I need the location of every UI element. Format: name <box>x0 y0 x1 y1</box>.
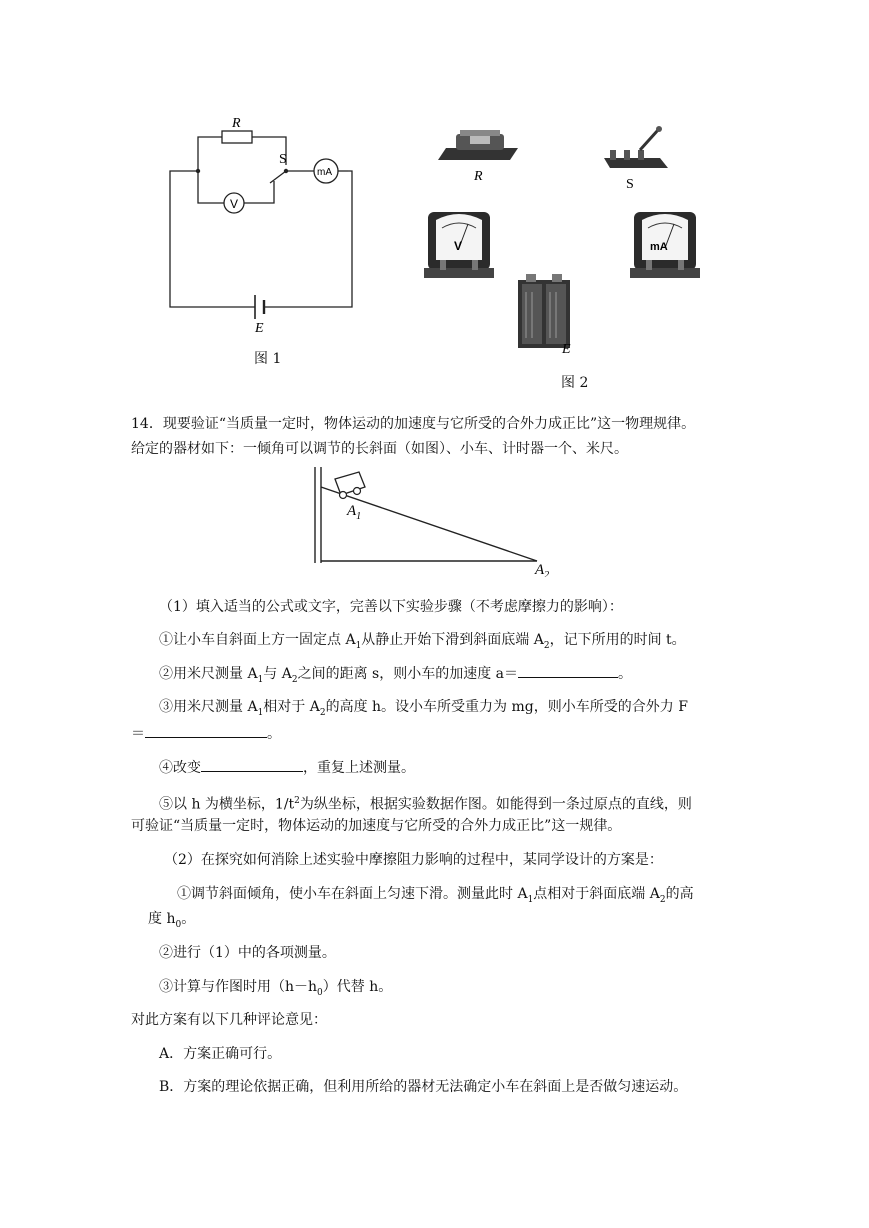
question-line-1: 14．现要验证“当质量一定时，物体运动的加速度与它所受的合外力成正比”这一物理规律。 <box>131 416 696 432</box>
figure2-apparatus <box>410 120 710 360</box>
incline-diagram <box>305 465 565 577</box>
step-3: ③用米尺测量 $A_1$相对于 $A_2$的高度 h。设小车所受重力为 mg，则小车所受的合外力 F <box>159 699 688 718</box>
figure1-circuit-diagram <box>160 105 370 340</box>
fig1-label-mA: mA <box>317 167 332 178</box>
option-b[interactable]: B．方案的理论依据正确，但利用所给的器材无法确定小车在斜面上是否做匀速运动。 <box>159 1079 688 1095</box>
comments-intro: 对此方案有以下几种评论意见： <box>131 1012 327 1028</box>
fig2-label-R: R <box>474 169 483 184</box>
plan-step-2: ②进行（1）中的各项测量。 <box>159 945 336 961</box>
option-a[interactable]: A．方案正确可行。 <box>159 1046 282 1062</box>
fig1-label-R: R <box>232 116 241 131</box>
fig2-label-S: S <box>626 177 634 192</box>
fig2-label-E: E <box>562 342 571 357</box>
plan-step-1: ①调节斜面倾角，使小车在斜面上匀速下滑。测量此时 $A_1$点相对于斜面底端 $A_2$的高 <box>177 886 694 905</box>
step-5-cont: 可验证“当质量一定时，物体运动的加速度与它所受的合外力成正比”这一规律。 <box>131 818 622 834</box>
acceleration-answer-blank[interactable] <box>518 663 618 678</box>
step-5: ⑤以 h 为横坐标，$1/t^2$为纵坐标，根据实验数据作图。如能得到一条过原点的直线，则 <box>159 796 692 813</box>
fig1-label-E: E <box>255 321 264 336</box>
fig1-label-V: V <box>230 197 239 211</box>
figure1-caption: 图 1 <box>254 351 282 367</box>
battery-icon <box>518 274 570 348</box>
incline-label-A2-sub: 2 <box>544 570 550 577</box>
rheostat-icon <box>438 130 518 160</box>
part1-intro: （1）填入适当的公式或文字，完善以下实验步骤（不考虑摩擦力的影响）： <box>159 599 623 615</box>
plan-step-1-cont: 度 $h_0$。 <box>148 911 196 930</box>
question-line-2: 给定的器材如下：一倾角可以调节的长斜面（如图）、小车、计时器一个、米尺。 <box>131 441 628 457</box>
figure2-caption: 图 2 <box>561 375 589 391</box>
variable-answer-blank[interactable] <box>201 757 303 772</box>
incline-label-A1-sub: 1 <box>356 511 362 522</box>
fig1-label-S: S <box>279 152 287 167</box>
step-3-cont: ＝ 。 <box>131 723 281 744</box>
fig2-label-V: V <box>454 239 463 253</box>
force-answer-blank[interactable] <box>145 723 267 738</box>
cart-icon <box>335 472 365 499</box>
incline-label-A2: A <box>535 562 545 577</box>
knife-switch-icon <box>604 126 668 168</box>
svg-text:A1 <box>346 503 361 522</box>
incline-label-A1: A <box>347 503 357 519</box>
svg-text:A2 <box>534 562 549 577</box>
part2-intro: （2）在探究如何消除上述实验中摩擦阻力影响的过程中，某同学设计的方案是： <box>164 852 663 868</box>
step-1: ①让小车自斜面上方一固定点 $A_1$从静止开始下滑到斜面底端 $A_2$，记下所用的时间 t。 <box>159 632 686 651</box>
plan-step-3: ③计算与作图时用$(h-h_0)$代替 h。 <box>159 979 393 998</box>
step-4: ④改变 ，重复上述测量。 <box>159 757 415 778</box>
fig2-label-mA: mA <box>650 241 668 253</box>
step-2: ②用米尺测量 $A_1$与 $A_2$之间的距离 s，则小车的加速度 a＝ 。 <box>159 663 632 690</box>
